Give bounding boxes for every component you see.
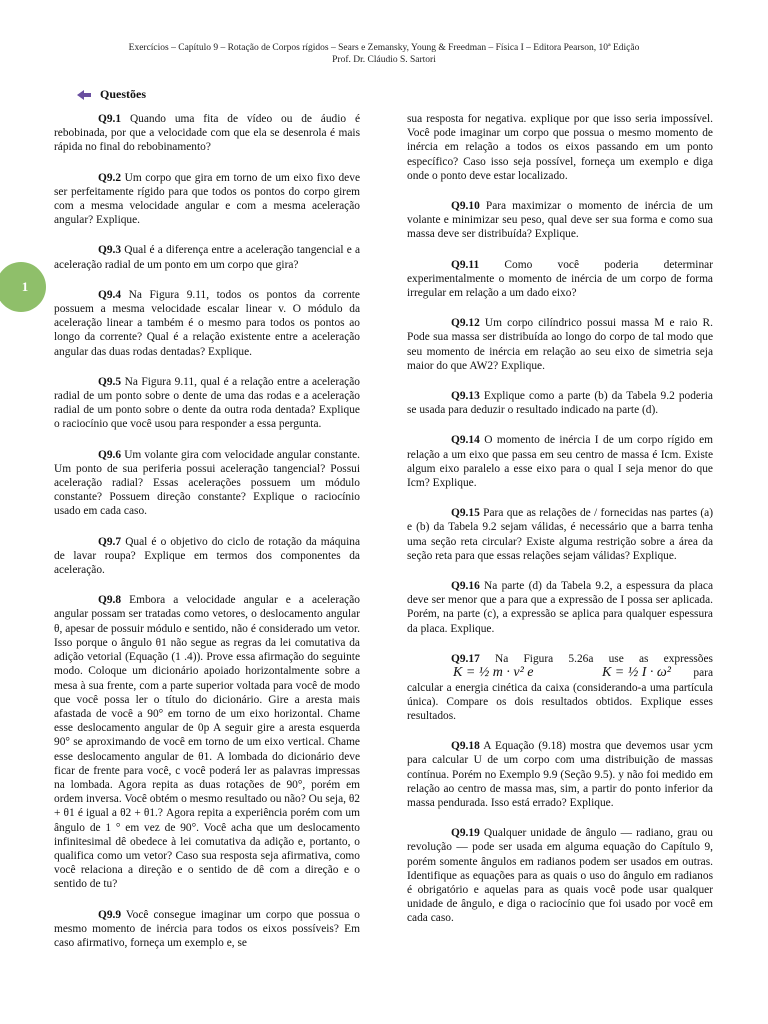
question-item [54,288,360,359]
question-item [54,112,360,155]
question-text: Na Figura 9.11, qual é a relação entre a aceleração radial de um ponto sobre o dente de uma das rodas e a aceleração radial de um ponto sobre o dente da outra roda dentada? Explique o raciocínio que você usou para responder a essa pergunta. [54,375,360,431]
question-text: Na Figura 5.26a use as expressões [479,652,713,665]
question-text: Você consegue imaginar um corpo que possua o mesmo momento de inércia para todos os eixos possíveis? Em caso afirmativo, forneça um exemplo e, se [54,908,360,949]
question-item [407,579,713,636]
question-item [54,171,360,228]
question-text-continued: para calcular a energia cinética da caixa (considerando-a uma partícula única). Compare os dois resultados obtidos. Explique esses resultados. [407,667,713,722]
left-column [54,112,360,966]
question-label: Q9.11 [451,258,480,271]
question-text: sua resposta for negativa. explique por que isso seria impossível. Você pode imaginar um corpo que possua o mesmo momento de inércia em relação a todos os eixos passando em um ponto específico? Caso isso seja possível, forneça um exemplo e diga onde o ponto deve estar localizado. [407,113,713,182]
question-item [407,316,713,373]
question-label: Q9.14 [451,434,480,447]
formula-kinetic-rotational: K = ½ I · ω² [601,665,671,681]
question-text: Um corpo cilíndrico possui massa M e raio R. Pode sua massa ser distribuída ao longo do corpo de tal modo que seu momento de inércia em relação ao seu eixo de simetria seja maior do que AW2? Explique. [407,317,713,372]
page-header [40,42,728,66]
question-text: Qualquer unidade de ângulo — radiano, grau ou revolução — pode ser usada em alguma equação do Capítulo 9, porém somente ângulos em radianos podem ser usados em outras. Identifique as equações para as quais o uso do ângulo em radianos é obrigatório e aquelas para as quais você pode usar qualquer unidade de ângulo, e diga o raciocínio que foi usado por você em cada caso. [407,827,713,925]
question-label: Q9.16 [451,580,480,593]
question-text: Para maximizar o momento de inércia de um volante e minimizar seu peso, qual deve ser sua forma e como sua massa deve ser distribuída? Explique. [407,200,713,241]
question-label: Q9.3 [98,244,122,257]
page-number-badge: 1 [0,262,46,312]
question-label: Q9.4 [98,288,122,301]
header-title: Exercícios – Capítulo 9 – Rotação de Corpos rígidos – Sears e Zemansky, Young & Freedman – Física I – Editora Pearson, 10ª Edição [128,43,640,53]
question-label: Q9.18 [451,740,480,753]
question-label: Q9.13 [451,390,480,403]
question-text: Qual é a diferença entre a aceleração tangencial e a aceleração radial de um ponto em um corpo que gira? [54,244,360,271]
question-item [407,389,713,417]
question-label: Q9.19 [451,827,480,840]
question-item [54,375,360,432]
formula-kinetic-linear: K = ½ m · v² e [453,665,534,681]
question-label: Q9.7 [98,535,122,548]
question-text: Como você poderia determinar experimentalmente o momento de inércia de um corpo de forma irregular em relação a um dado eixo? [407,258,713,300]
question-label: Q9.1 [98,113,122,125]
question-label: Q9.10 [451,200,480,213]
section-title: Questões [100,87,146,101]
right-column [407,112,713,942]
question-label: Q9.5 [98,375,122,388]
question-item [54,908,360,951]
question-label: Q9.6 [98,448,122,461]
question-text: O momento de inércia I de um corpo rígido em relação a um eixo que passa em seu centro de massa é Icm. Existe algum eixo paralelo a esse eixo para o qual I seja menor do que Icm? Explique. [407,434,713,490]
question-item [54,243,360,271]
question-item [54,448,360,519]
bullet-icon [76,89,92,101]
question-item [407,652,713,723]
question-label: Q9.9 [98,908,122,921]
question-item [407,199,713,242]
question-text: Um volante gira com velocidade angular constante. Um ponto de sua periferia possui aceleração tangencial? Possui aceleração radial? Essas acelerações possuem um módulo constante? Possuem direção constante? Explique o raciocínio usado em cada caso. [54,448,360,518]
question-label: Q9.8 [98,594,122,607]
question-text: Explique como a parte (b) da Tabela 9.2 poderia se usada para deduzir o resultado indicado na parte (d). [407,390,713,417]
question-label: Q9.17 [451,652,480,665]
question-item [407,112,713,183]
question-text: Para que as relações de / fornecidas nas partes (a) e (b) da Tabela 9.2 sejam válidas, é necessário que a barra tenha uma seção reta circular? Existe alguma restrição sobre a área da seção reta para que essas relações sejam válidas? Explique. [407,507,713,562]
question-label: Q9.2 [98,171,122,184]
question-text: Na Figura 9.11, todos os pontos da corrente possuem a mesma velocidade escalar linear v. O módulo da aceleração linear a também é o mesmo para todos os pontos ao longo da corrente? Qual é a relação existente entre a aceleração angular das duas rodas dentadas? Explique. [54,288,360,358]
section-heading [76,87,146,102]
header-author: Prof. Dr. Cláudio S. Sartori [332,55,436,65]
question-text: Na parte (d) da Tabela 9.2, a espessura da placa deve ser menor que a para que a expressão de I possa ser aplicada. Porém, na parte (c), a expressão se aplica para qualquer espessura da placa. Explique. [407,580,713,635]
question-text: A Equação (9.18) mostra que devemos usar ycm para calcular U de um corpo com uma distribuição de massas contínua. Porém no Exemplo 9.9 (Seção 9.5). y não foi medido em relação ao centro de massa mas, sim, a partir do ponto inferior da massa pendurada. Isso está errado? Explique. [407,740,713,809]
question-item [54,593,360,891]
question-label: Q9.15 [451,507,480,520]
question-text: Quando uma fita de vídeo ou de áudio é rebobinada, por que a velocidade com que ela se desenrola é mais rápida no final do rebobinamento? [54,113,360,154]
question-label: Q9.12 [451,317,480,330]
question-item [54,535,360,578]
question-item [407,506,713,563]
question-text: Qual é o objetivo do ciclo de rotação da máquina de lavar roupa? Explique em termos dos componentes da aceleração. [54,535,360,577]
question-item [407,258,713,301]
question-item [407,739,713,810]
question-item [407,826,713,925]
question-text: Embora a velocidade angular e a aceleração angular possam ser tratadas como vetores, o deslocamento angular θ, apesar de possuir módulo e sentido, não é considerado um vetor. Isso porque o ângulo θ1 não segue as regras da lei comutativa da adição vetorial (Equação (1 .4)). Prove essa afirmação do seguinte modo. Coloque um dicionário apoiado horizontalmente sobre a mesa à sua frente, com a parte superior voltada para você de modo que você possa ler o título do dicionário. Gire a aresta mais afastada de você a 90° em torno de um eixo horizontal. Chame esse deslocamento angular de 0p A seguir gire a aresta esquerda 90° se aproximando de você em torno de um eixo vertical. Chame esse deslocamento angular de θ1. A lombada do dicionário deve ficar de frente para você, c você poderá ler as palavras impressas na lombada. Agora repita as duas rotações de 90°, porém em ordem inversa. Você obtém o mesmo resultado ou não? Ou seja, θ2 + θ1 é igual a θ2 + θ1.? Agora repita a experiência porém com um ângulo de 1 ° em vez de 90°. Você acha que um deslocamento infinitesimal dê obedece à lei comutativa da adição e, portanto, o qualifica como um vetor? Caso sua resposta seja afirmativa, como você relaciona a direção e o sentido de dê com a direção e o sentido de tu? [54,594,360,891]
question-text: Um corpo que gira em torno de um eixo fixo deve ser perfeitamente rígido para que todos os pontos do corpo girem com a mesma velocidade angular e com a mesma aceleração angular? Explique. [54,171,360,227]
question-item [407,433,713,490]
